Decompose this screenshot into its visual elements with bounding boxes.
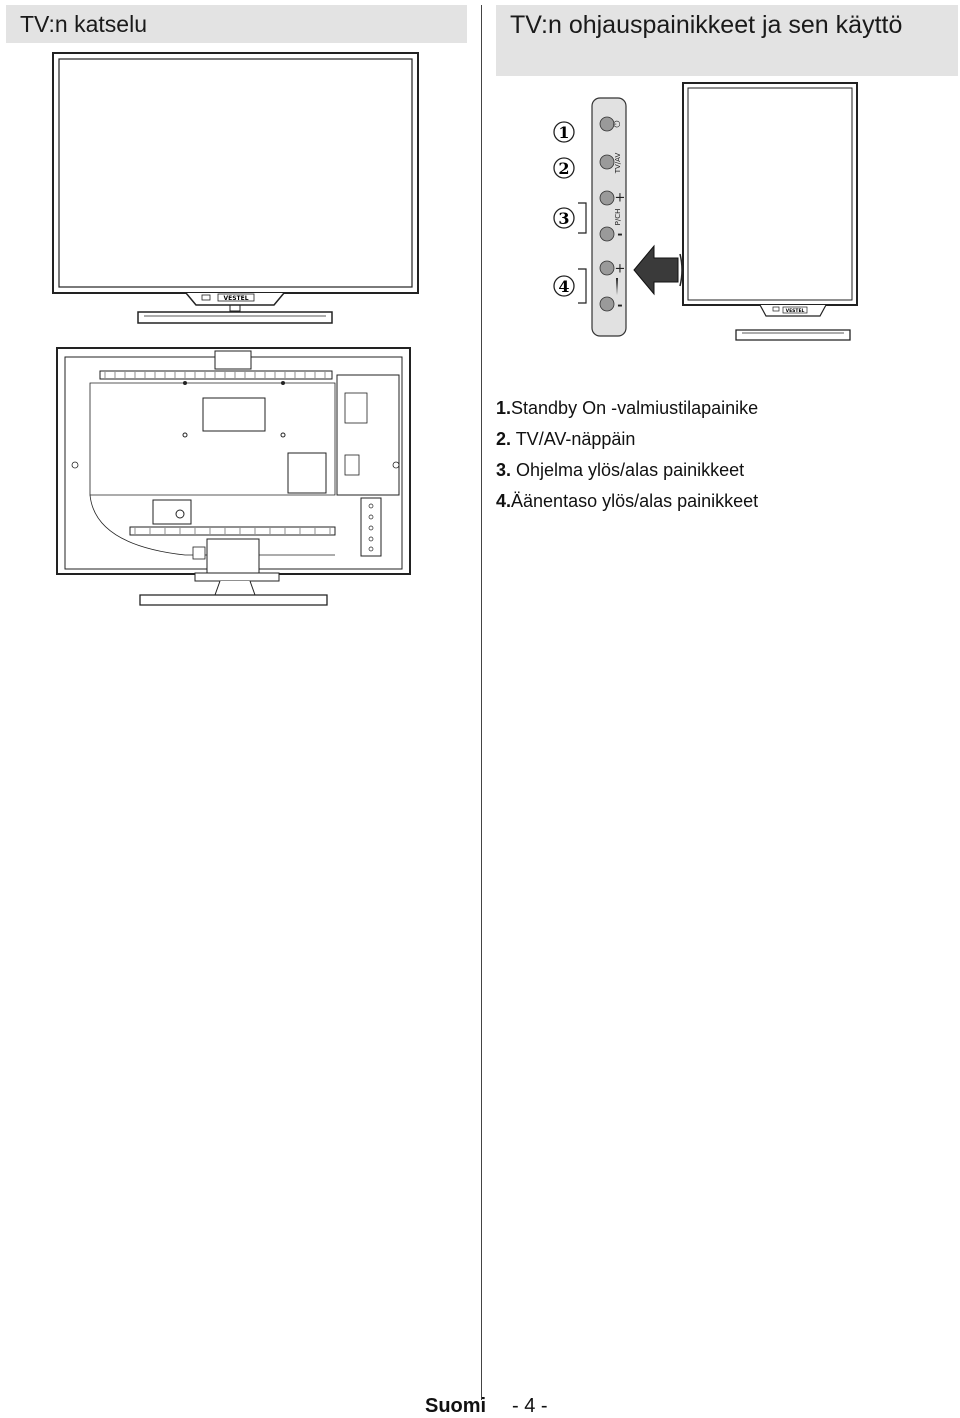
tv-front-illustration	[50, 50, 422, 330]
section-title-right: TV:n ohjauspainikkeet ja sen käyttö	[510, 11, 903, 39]
tv-rear-illustration	[55, 345, 415, 610]
controls-list	[496, 393, 956, 517]
program-minus-label: -	[617, 227, 623, 243]
callout-4: 4	[558, 277, 570, 296]
volume-down-button[interactable]	[600, 297, 614, 311]
list-item-text: TV/AV-näppäin	[511, 429, 636, 449]
section-header-controls	[496, 5, 958, 76]
list-item	[496, 455, 956, 486]
tv-av-button[interactable]	[600, 155, 614, 169]
brand-logo-text: VESTEL	[223, 295, 249, 302]
list-item-number: 1.	[496, 398, 512, 418]
standby-button[interactable]	[600, 117, 614, 131]
footer-page-number: - 4 -	[512, 1395, 548, 1417]
standby-symbol-icon: ⏻	[613, 120, 623, 128]
list-item	[496, 424, 956, 455]
control-panel-illustration	[550, 95, 640, 340]
list-item-number: 2.	[496, 429, 512, 449]
program-plus-label: +	[614, 190, 626, 206]
section-title-left: TV:n katselu	[20, 11, 147, 37]
pch-label: P/CH	[614, 208, 622, 226]
footer-language: Suomi	[425, 1395, 487, 1417]
list-item-text: Standby On -valmiustilapainike	[511, 398, 759, 418]
volume-up-button[interactable]	[600, 261, 614, 275]
list-item-text: Ohjelma ylös/alas painikkeet	[511, 460, 745, 480]
volume-minus-label: -	[617, 298, 623, 314]
list-item-number: 4.	[496, 491, 512, 511]
program-up-button[interactable]	[600, 191, 614, 205]
arrow-icon	[632, 240, 687, 300]
brand-logo-small: VESTEL	[785, 309, 805, 314]
callout-2: 2	[558, 159, 570, 178]
tv-av-label: TV/AV	[614, 152, 622, 174]
list-item-text: Äänentaso ylös/alas painikkeet	[511, 491, 759, 511]
program-down-button[interactable]	[600, 227, 614, 241]
list-item	[496, 486, 956, 517]
list-item-number: 3.	[496, 460, 512, 480]
callout-3: 3	[558, 209, 570, 228]
section-header-tv-viewing	[6, 5, 467, 43]
column-divider	[481, 5, 482, 1400]
volume-plus-label: +	[614, 261, 626, 277]
callout-1: 1	[558, 123, 570, 142]
tv-small-illustration	[680, 80, 860, 345]
list-item	[496, 393, 956, 424]
